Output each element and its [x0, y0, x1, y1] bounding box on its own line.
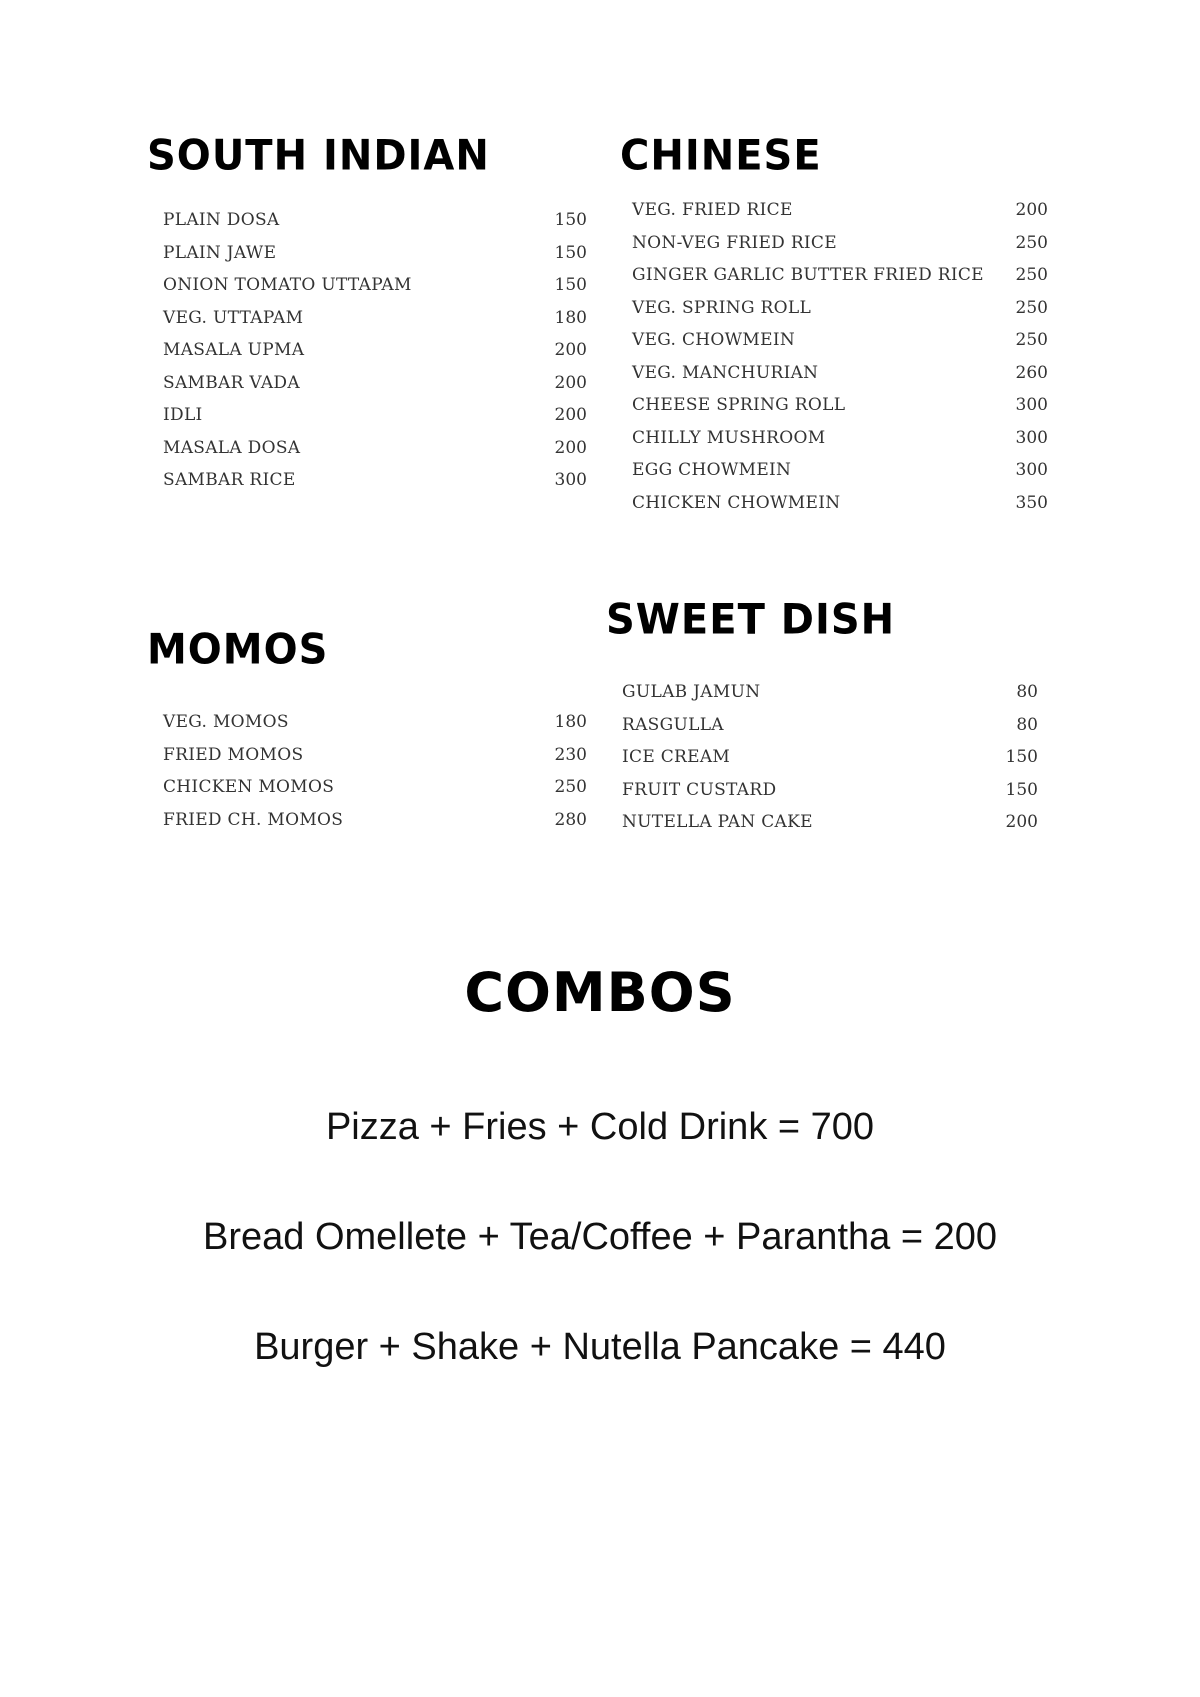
south-indian-section — [147, 131, 587, 490]
menu-item-price: 80 — [1016, 714, 1038, 735]
menu-item-price: 150 — [554, 275, 587, 295]
chinese-heading: CHINESE — [620, 131, 822, 181]
menu-item-name: FRIED CH. MOMOS — [163, 809, 344, 830]
combo-item: Bread Omellete + Tea/Coffee + Parantha = 200 — [203, 1216, 997, 1258]
combos-heading: COMBOS — [464, 961, 736, 1024]
combo-item: Pizza + Fries + Cold Drink = 700 — [325, 1106, 875, 1148]
menu-item-price: 150 — [554, 242, 587, 263]
menu-item-price: 200 — [554, 372, 587, 393]
menu-item-row — [632, 487, 1048, 520]
menu-item-row — [622, 676, 1038, 709]
menu-item-row — [632, 357, 1048, 390]
menu-item-price: 350 — [1015, 492, 1048, 513]
menu-item-price: 250 — [1015, 330, 1048, 350]
menu-item-name: ONION TOMATO UTTAPAM — [163, 275, 412, 295]
menu-item-name: VEG. CHOWMEIN — [632, 330, 796, 350]
menu-item-row — [163, 771, 587, 804]
menu-item-price: 200 — [1015, 200, 1048, 220]
menu-item-row — [632, 389, 1048, 422]
menu-item-name: FRIED MOMOS — [163, 744, 304, 765]
menu-item-name: PLAIN DOSA — [163, 210, 280, 230]
menu-item-price: 200 — [1005, 812, 1038, 832]
menu-item-row — [622, 774, 1038, 807]
menu-item-row — [163, 739, 587, 772]
menu-item-row — [622, 709, 1038, 742]
menu-item-price: 280 — [554, 809, 587, 830]
menu-item-row — [632, 259, 1048, 292]
menu-item-name: PLAIN JAWE — [163, 242, 277, 263]
menu-item-price: 250 — [1015, 232, 1048, 253]
menu-item-price: 250 — [1015, 265, 1048, 285]
menu-item-row — [622, 741, 1038, 774]
menu-item-row — [622, 806, 1038, 839]
menu-item-name: ICE CREAM — [622, 747, 731, 767]
menu-item-name: VEG. MOMOS — [163, 712, 289, 732]
menu-item-name: CHICKEN MOMOS — [163, 777, 335, 797]
menu-item-name: GINGER GARLIC BUTTER FRIED RICE — [632, 265, 984, 285]
menu-item-name: MASALA UPMA — [163, 340, 305, 360]
menu-item-row — [632, 194, 1048, 227]
menu-item-price: 80 — [1016, 682, 1038, 702]
momos-list — [163, 706, 587, 836]
menu-item-row — [163, 302, 587, 335]
momos-heading: MOMOS — [147, 625, 329, 675]
combo-item: Burger + Shake + Nutella Pancake = 440 — [254, 1326, 946, 1368]
menu-item-price: 150 — [1005, 747, 1038, 767]
menu-item-row — [163, 399, 587, 432]
menu-item-row — [632, 454, 1048, 487]
menu-item-row — [163, 204, 587, 237]
menu-item-price: 260 — [1015, 362, 1048, 383]
menu-item-price: 200 — [554, 340, 587, 360]
menu-item-price: 230 — [554, 744, 587, 765]
menu-item-price: 150 — [1005, 779, 1038, 800]
menu-item-row — [163, 706, 587, 739]
menu-item-name: RASGULLA — [622, 714, 724, 735]
menu-item-price: 250 — [554, 777, 587, 797]
menu-item-name: EGG CHOWMEIN — [632, 460, 792, 480]
menu-item-price: 300 — [554, 470, 587, 490]
menu-item-price: 150 — [554, 210, 587, 230]
menu-item-price: 180 — [554, 712, 587, 732]
menu-item-row — [163, 432, 587, 465]
menu-item-row — [163, 269, 587, 302]
menu-item-name: VEG. SPRING ROLL — [632, 297, 812, 318]
south-indian-heading: SOUTH INDIAN — [147, 131, 490, 181]
menu-item-price: 200 — [554, 437, 587, 458]
menu-item-name: CHICKEN CHOWMEIN — [632, 492, 841, 513]
menu-item-name: SAMBAR VADA — [163, 372, 300, 393]
sweet-dish-heading: SWEET DISH — [606, 595, 896, 645]
menu-item-name: IDLI — [163, 405, 203, 425]
menu-item-name: GULAB JAMUN — [622, 682, 761, 702]
menu-item-price: 200 — [554, 405, 587, 425]
menu-item-price: 180 — [554, 307, 587, 328]
menu-item-name: NUTELLA PAN CAKE — [622, 812, 813, 832]
menu-item-name: VEG. FRIED RICE — [632, 200, 793, 220]
chinese-list — [632, 194, 1048, 519]
menu-item-name: VEG. UTTAPAM — [163, 307, 304, 328]
menu-item-row — [163, 334, 587, 367]
menu-item-name: CHEESE SPRING ROLL — [632, 395, 846, 415]
menu-item-row — [163, 804, 587, 837]
menu-item-price: 300 — [1015, 395, 1048, 415]
menu-item-name: SAMBAR RICE — [163, 470, 296, 490]
menu-item-name: FRUIT CUSTARD — [622, 779, 777, 800]
menu-item-name: CHILLY MUSHROOM — [632, 427, 826, 448]
menu-item-price: 250 — [1015, 297, 1048, 318]
menu-item-name: NON-VEG FRIED RICE — [632, 232, 837, 253]
sweet-dish-section — [606, 595, 1038, 832]
menu-item-row — [163, 237, 587, 270]
menu-item-row — [632, 292, 1048, 325]
menu-item-name: VEG. MANCHURIAN — [632, 362, 819, 383]
menu-item-row — [632, 227, 1048, 260]
momos-section — [147, 625, 587, 830]
menu-item-row — [163, 464, 587, 497]
menu-item-row — [163, 367, 587, 400]
south-indian-list — [163, 204, 587, 497]
chinese-section — [620, 131, 1048, 513]
menu-item-price: 300 — [1015, 427, 1048, 448]
menu-item-price: 300 — [1015, 460, 1048, 480]
menu-item-row — [632, 324, 1048, 357]
menu-item-name: MASALA DOSA — [163, 437, 301, 458]
menu-item-row — [632, 422, 1048, 455]
sweet-dish-list — [622, 676, 1038, 839]
